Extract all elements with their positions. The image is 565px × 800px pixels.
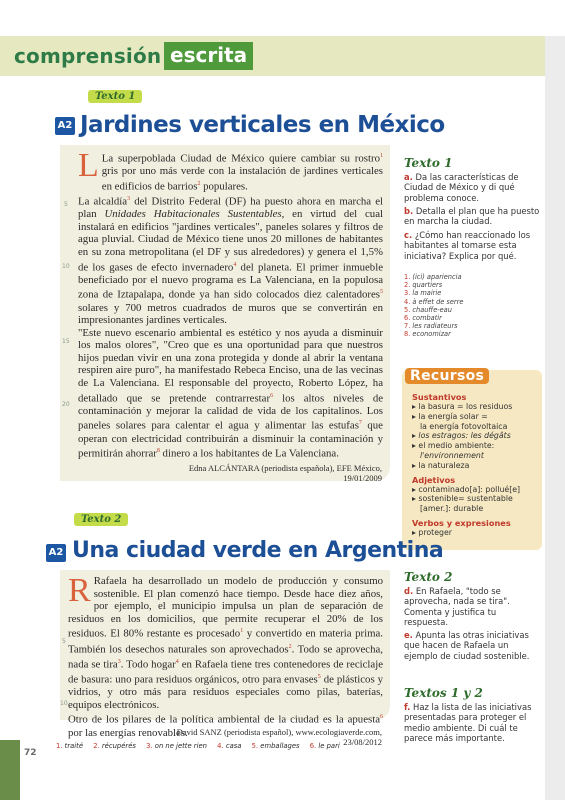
line-number: 5 xyxy=(64,201,68,208)
footnote: 2. quartiers xyxy=(404,281,443,290)
section-title: comprensión xyxy=(14,44,162,68)
footnote: 8. economizar xyxy=(404,330,451,339)
recursos-item: ▸ la energía solar = xyxy=(412,411,488,421)
footnote: 7. les radiateurs xyxy=(404,322,458,331)
recursos-item: ▸ la basura = los residuos xyxy=(412,402,513,411)
line-number: 10 xyxy=(62,263,70,270)
dropcap: L xyxy=(78,147,99,184)
recursos-item: l'environnement xyxy=(420,450,484,460)
line-number: 15 xyxy=(62,338,70,345)
level-badge: A2 xyxy=(46,544,66,562)
article-2-source: David SANZ (periodista español), www.ecologiaverde.com, 23/08/2012 xyxy=(176,727,382,747)
line-number: 20 xyxy=(62,401,70,408)
level-badge: A2 xyxy=(55,117,75,135)
footnote: 1. (ici) apariencia xyxy=(404,273,462,281)
footnote: 3. la mairie xyxy=(404,289,442,298)
recursos-section-adjetivos: Adjetivos xyxy=(412,474,456,485)
footnote: 4. à effet de serre xyxy=(404,297,464,306)
question-c: c. ¿Cómo han reaccionado los habitantes al tomarse esta iniciativa? Explica por qué. xyxy=(404,230,531,261)
recursos-item: ▸ la naturaleza xyxy=(412,460,470,470)
page-number: 72 xyxy=(24,748,37,758)
question-a: a. Da las características de Ciudad de México y di qué problema conoce. xyxy=(404,172,519,203)
article-1-source: Edna ALCÁNTARA (periodista española), EFE México, 19/01/2009 xyxy=(188,463,382,483)
footnotes-1 xyxy=(404,273,540,339)
section-title-highlight: escrita xyxy=(164,42,253,70)
recursos-section-verbos: Verbos y expresiones xyxy=(412,517,511,528)
article-1-title: Jardines verticales en México xyxy=(80,112,445,138)
recursos-item: ▸ contaminado[a]: pollué[e] xyxy=(412,484,521,494)
questions-1-heading: Texto 1 xyxy=(404,156,453,170)
text-2-tag: Texto 2 xyxy=(74,513,128,526)
recursos-title: Recursos xyxy=(405,368,489,384)
article-1-body: L La superpoblada Ciudad de México quiere cambiar su rostro$^1$ gris por uno más verde con la instalación de jardines verticales en edificios de barrios$^2$ populares. La alcaldía$^3$ del Distrito Federal (DF) ha puesto ahora en marcha el plan Unidades Habitacionales Sustentables, en virtud del cual instalará en edificios "jardines verticales", paneles solares y filtros de agua pluvial. Ciudad de México tiene unos 20 millones de habitantes en su zona metropolitana (el DF y sus alrededores) y genera el 1,5% de los gases de efecto invernadero$^4$ del planeta. El primer inmueble beneficiado por el nuevo programa es La Valenciana, en la populosa zona de Iztapalapa, donde ya han sido colocados diez calentadores$^5$ solares y 700 metros cuadrados de muros que se convertirán en impresionantes jardines verticales. "Este nuevo escenario ambiental es estético y nos ayuda a disminuir los malos olores", "Creo que es una oportunidad para que nuestros hijos puedan vivir en una zona protegida y donde al abrir la ventana respiren aire puro", ha manifestado Rebeca Enciso, una de las vecinas de La Valenciana. El responsable del proyecto, Roberto López, ha detallado que se pretende contrarrestar$^6$ los altos niveles de contaminación y mejorar la calidad de vida de los capitalinos. Los paneles solares para calentar el agua y alimentar las estufas$^7$ que operan con electricidad contribuirán a disminuir la contaminación y permitirán ahorrar$^8$ dinero a los habitantes de La Valenciana. xyxy=(78,147,384,460)
footnotes-2: 1. traité 2. récupérés 3. on ne jette rien 4. casa 5. emballages 6. le pari xyxy=(56,742,340,750)
questions-3-heading: Textos 1 y 2 xyxy=(404,686,483,700)
recursos-item: ▸ sostenible= sustentable xyxy=(412,494,513,504)
recursos-section-sustantivos: Sustantivos xyxy=(412,392,467,402)
footnote: 5. chauffe-eau xyxy=(404,305,452,314)
question-e: e. Apunta las otras iniciativas que hacen de Rafaela un ejemplo de ciudad sostenible. xyxy=(404,630,530,661)
line-number: 5 xyxy=(62,638,66,645)
footnote: 6. combatir xyxy=(404,314,442,323)
recursos-item: ▸ los estragos: les dégâts xyxy=(412,431,511,441)
page-corner-tab xyxy=(0,740,20,800)
question-b: b. Detalla el plan que ha puesto en marcha la ciudad. xyxy=(404,206,540,227)
line-number: 10 xyxy=(60,700,68,707)
recursos-item: ▸ el medio ambiente: xyxy=(412,441,495,451)
dropcap: R xyxy=(68,572,91,609)
article-2-body: R Rafaela ha desarrollado un modelo de producción y consumo sostenible. El plan comenzó hace tiempo. Desde hace diez años, por ejemplo, el municipio impulsa un plan de separación de residuos en los domicilios, que permite recuperar el 20% de los residuos. El 80% restante es procesado$^1$ y convertido en materia prima. También los desechos naturales son aprovechados$^2$. Todo se aprovecha, nada se tira$^3$. Todo hogar$^4$ en Rafaela tiene tres contenedores de reciclaje de basura: uno para residuos orgánicos, otro para envases$^5$ de plásticos y vidrios, y otro más para residuos especiales como pilas, baterías, equipos electrónicos. Otro de los pilares de la política ambiental de la ciudad es la apuesta$^6$ por las energías renovables. xyxy=(68,572,384,739)
questions-2-heading: Texto 2 xyxy=(404,570,453,584)
recursos-content xyxy=(412,392,540,538)
recursos-item: ▸ proteger xyxy=(412,527,452,537)
article-2-title: Una ciudad verde en Argentina xyxy=(72,538,444,563)
text-1-tag: Texto 1 xyxy=(88,90,142,103)
recursos-item: la energía fotovoltaica xyxy=(420,421,508,431)
recursos-item: [amer.]: durable xyxy=(420,504,484,514)
page-edge-strip xyxy=(545,36,565,800)
question-d: d. En Rafaela, "todo se aprovecha, nada se tira". Comenta y justifica tu respuesta. xyxy=(404,586,510,628)
question-f: f. Haz la lista de las iniciativas presentadas para proteger el medio ambiente. Di cuál te parece más importante. xyxy=(404,702,532,744)
